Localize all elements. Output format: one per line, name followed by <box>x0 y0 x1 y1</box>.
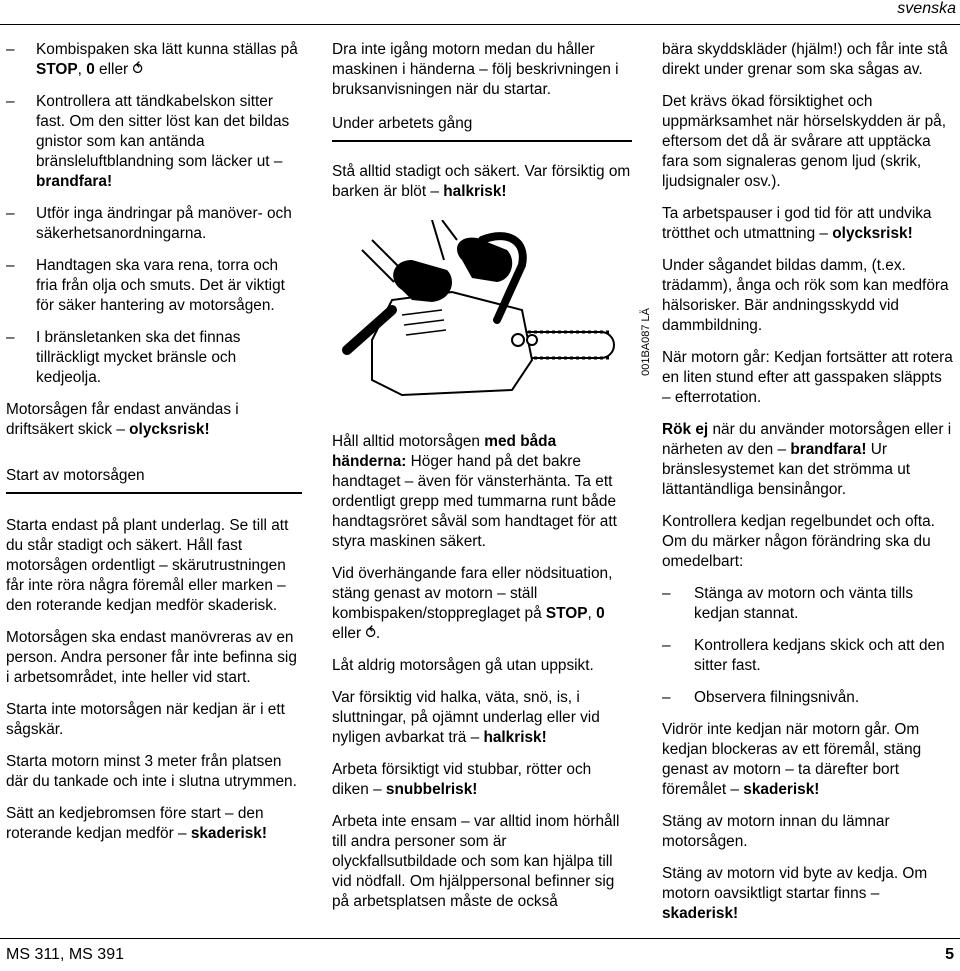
column-middle <box>332 40 652 924</box>
paragraph: Motorsågen ska endast manövreras av en person. Andra personer får inte befinna sig i arbetsområdet, inte heller vid start. <box>6 629 297 686</box>
paragraph: Var försiktig vid halka, väta, snö, is, i sluttningar, på ojämnt underlag eller vid nyligen avbarkat trä – halkrisk! <box>332 689 600 746</box>
footer-model: MS 311, MS 391 <box>6 946 124 963</box>
warning-text: olycksrisk! <box>129 421 210 438</box>
paragraph: Kontrollera kedjan regelbundet och ofta. Om du märker någon förändring ska du omedelbart: <box>662 513 935 570</box>
paragraph: Det krävs ökad försiktighet och uppmärksamhet när hörselskydden är på, eftersom det då är svårare att upptäcka fara som signaleras genom ljud (skrik, ljudsignaler osv.). <box>662 93 947 190</box>
paragraph: Stå alltid stadigt och säkert. Var försiktig om barken är blöt – halkrisk! <box>332 163 631 200</box>
figure-code: 001BA087 LÄ <box>640 308 652 376</box>
paragraph: Dra inte igång motorn medan du håller maskinen i händerna – följ beskrivningen i bruksanvisningen när du startar. <box>332 41 619 98</box>
list-item: – Utför inga ändringar på manöver- och säkerhetsanordningarna. <box>6 205 292 242</box>
warning-text: olycksrisk! <box>832 225 913 242</box>
warning-text: snubbelrisk! <box>385 781 478 798</box>
section-heading: Under arbetets gång <box>332 114 632 142</box>
list-item: – Kombispaken ska lätt kunna ställas på STOP, 0 eller ⥀ <box>6 41 298 78</box>
paragraph: bära skyddskläder (hjälm!) och får inte stå direkt under grenar som ska sågas av. <box>662 41 948 78</box>
warning-text: skaderisk! <box>743 781 820 798</box>
warning-text: brandfara! <box>790 441 867 458</box>
warning-text: brandfara! <box>36 173 113 190</box>
list-item: – Kontrollera att tändkabelskon sitter fast. Om den sitter löst kan det bildas gnistor som kan antända bränsleluftblandning som läcker ut – brandfara! <box>6 93 290 190</box>
paragraph: Arbeta inte ensam – var alltid inom hörhåll till andra personer som är olyckfallsutbildade och som kan hjälpa till vid nödfall. Om hjälppersonal befinner sig på arbetsplatsen måste de också <box>332 813 620 910</box>
paragraph: Vid överhängande fara eller nödsituation, stäng genast av motorn – ställ kombispaken/stoppreglaget på STOP, 0 eller ⥀. <box>332 565 613 642</box>
paragraph: Sätt an kedjebromsen före start – den roterande kedjan medför – skaderisk! <box>6 805 267 842</box>
warning-text: halkrisk! <box>443 183 507 200</box>
chainsaw-drawing <box>332 220 618 420</box>
stop-symbol-icon: ⥀ <box>132 61 143 78</box>
stop-symbol-icon: ⥀ <box>365 625 376 642</box>
chainsaw-illustration <box>332 220 652 420</box>
paragraph: Stäng av motorn vid byte av kedja. Om motorn oavsiktligt startar finns – skaderisk! <box>662 865 928 922</box>
header-rule <box>0 24 960 25</box>
paragraph: Låt aldrig motorsågen gå utan uppsikt. <box>332 657 594 674</box>
paragraph: Starta motorn minst 3 meter från platsen där du tankade och inte i slutna utrymmen. <box>6 753 297 790</box>
paragraph: Motorsågen får endast användas i driftsäkert skick – olycksrisk! <box>6 401 239 438</box>
paragraph: Arbeta försiktigt vid stubbar, rötter och diken – snubbelrisk! <box>332 761 592 798</box>
paragraph: När motorn går: Kedjan fortsätter att rotera en liten stund efter att gasspaken släppts – efterrotation. <box>662 349 953 406</box>
list-item: – Handtagen ska vara rena, torra och fria från olja och smuts. Det är viktigt för säker hantering av motorsågen. <box>6 257 285 314</box>
warning-text: halkrisk! <box>483 729 547 746</box>
language-label: svenska <box>897 0 956 17</box>
paragraph: Stäng av motorn innan du lämnar motorsågen. <box>662 813 890 850</box>
list-item: – Observera filningsnivån. <box>662 689 860 706</box>
paragraph: Ta arbetspauser i god tid för att undvika trötthet och utmattning – olycksrisk! <box>662 205 932 242</box>
forearm-sleeve <box>432 220 457 260</box>
list-item: – I bränsletanken ska det finnas tillräckligt mycket bränsle och kedjeolja. <box>6 329 241 386</box>
paragraph: Starta endast på plant underlag. Se till att du står stadigt och säkert. Håll fast motorsågen ordentligt – skärutrustningen får inte röra några föremål eller marken – den roterande kedjan medför skaderisk. <box>6 517 289 614</box>
warning-text: skaderisk! <box>662 905 739 922</box>
paragraph: Rök ej när du använder motorsågen eller i närheten av den – brandfara! Ur bränslesystemet kan det strömma ut lättantändliga bensinångor. <box>662 421 952 498</box>
list-item: – Kontrollera kedjans skick och att den sitter fast. <box>662 637 945 674</box>
column-left <box>6 40 302 856</box>
list-item: – Stänga av motorn och vänta tills kedjan stannat. <box>662 585 914 622</box>
page-number: 5 <box>945 946 954 963</box>
column-right <box>662 40 954 936</box>
paragraph: Under sågandet bildas damm, (t.ex. trädamm), ånga och rök som kan medföra hälsorisker. Bär andningsskydd vid dammbildning. <box>662 257 949 334</box>
footer-rule <box>0 938 960 939</box>
paragraph: Starta inte motorsågen när kedjan är i ett sågskär. <box>6 701 285 738</box>
section-heading: Start av motorsågen <box>6 466 302 494</box>
left-glove-icon <box>457 238 512 282</box>
sprocket-cover-nut <box>512 334 524 346</box>
paragraph: Håll alltid motorsågen med båda händerna: Höger hand på det bakre handtaget – även för vänsterhänta. Ta ett ordentligt grepp med tummarna runt både handtagsröret såväl som handtaget för att styra maskinen säkert. <box>332 433 617 550</box>
paragraph: Vidrör inte kedjan när motorn går. Om kedjan blockeras av ett föremål, stäng genast av motorn – ta därefter bort föremålet – skaderisk! <box>662 721 922 798</box>
warning-text: skaderisk! <box>190 825 267 842</box>
right-glove-icon <box>393 260 452 302</box>
